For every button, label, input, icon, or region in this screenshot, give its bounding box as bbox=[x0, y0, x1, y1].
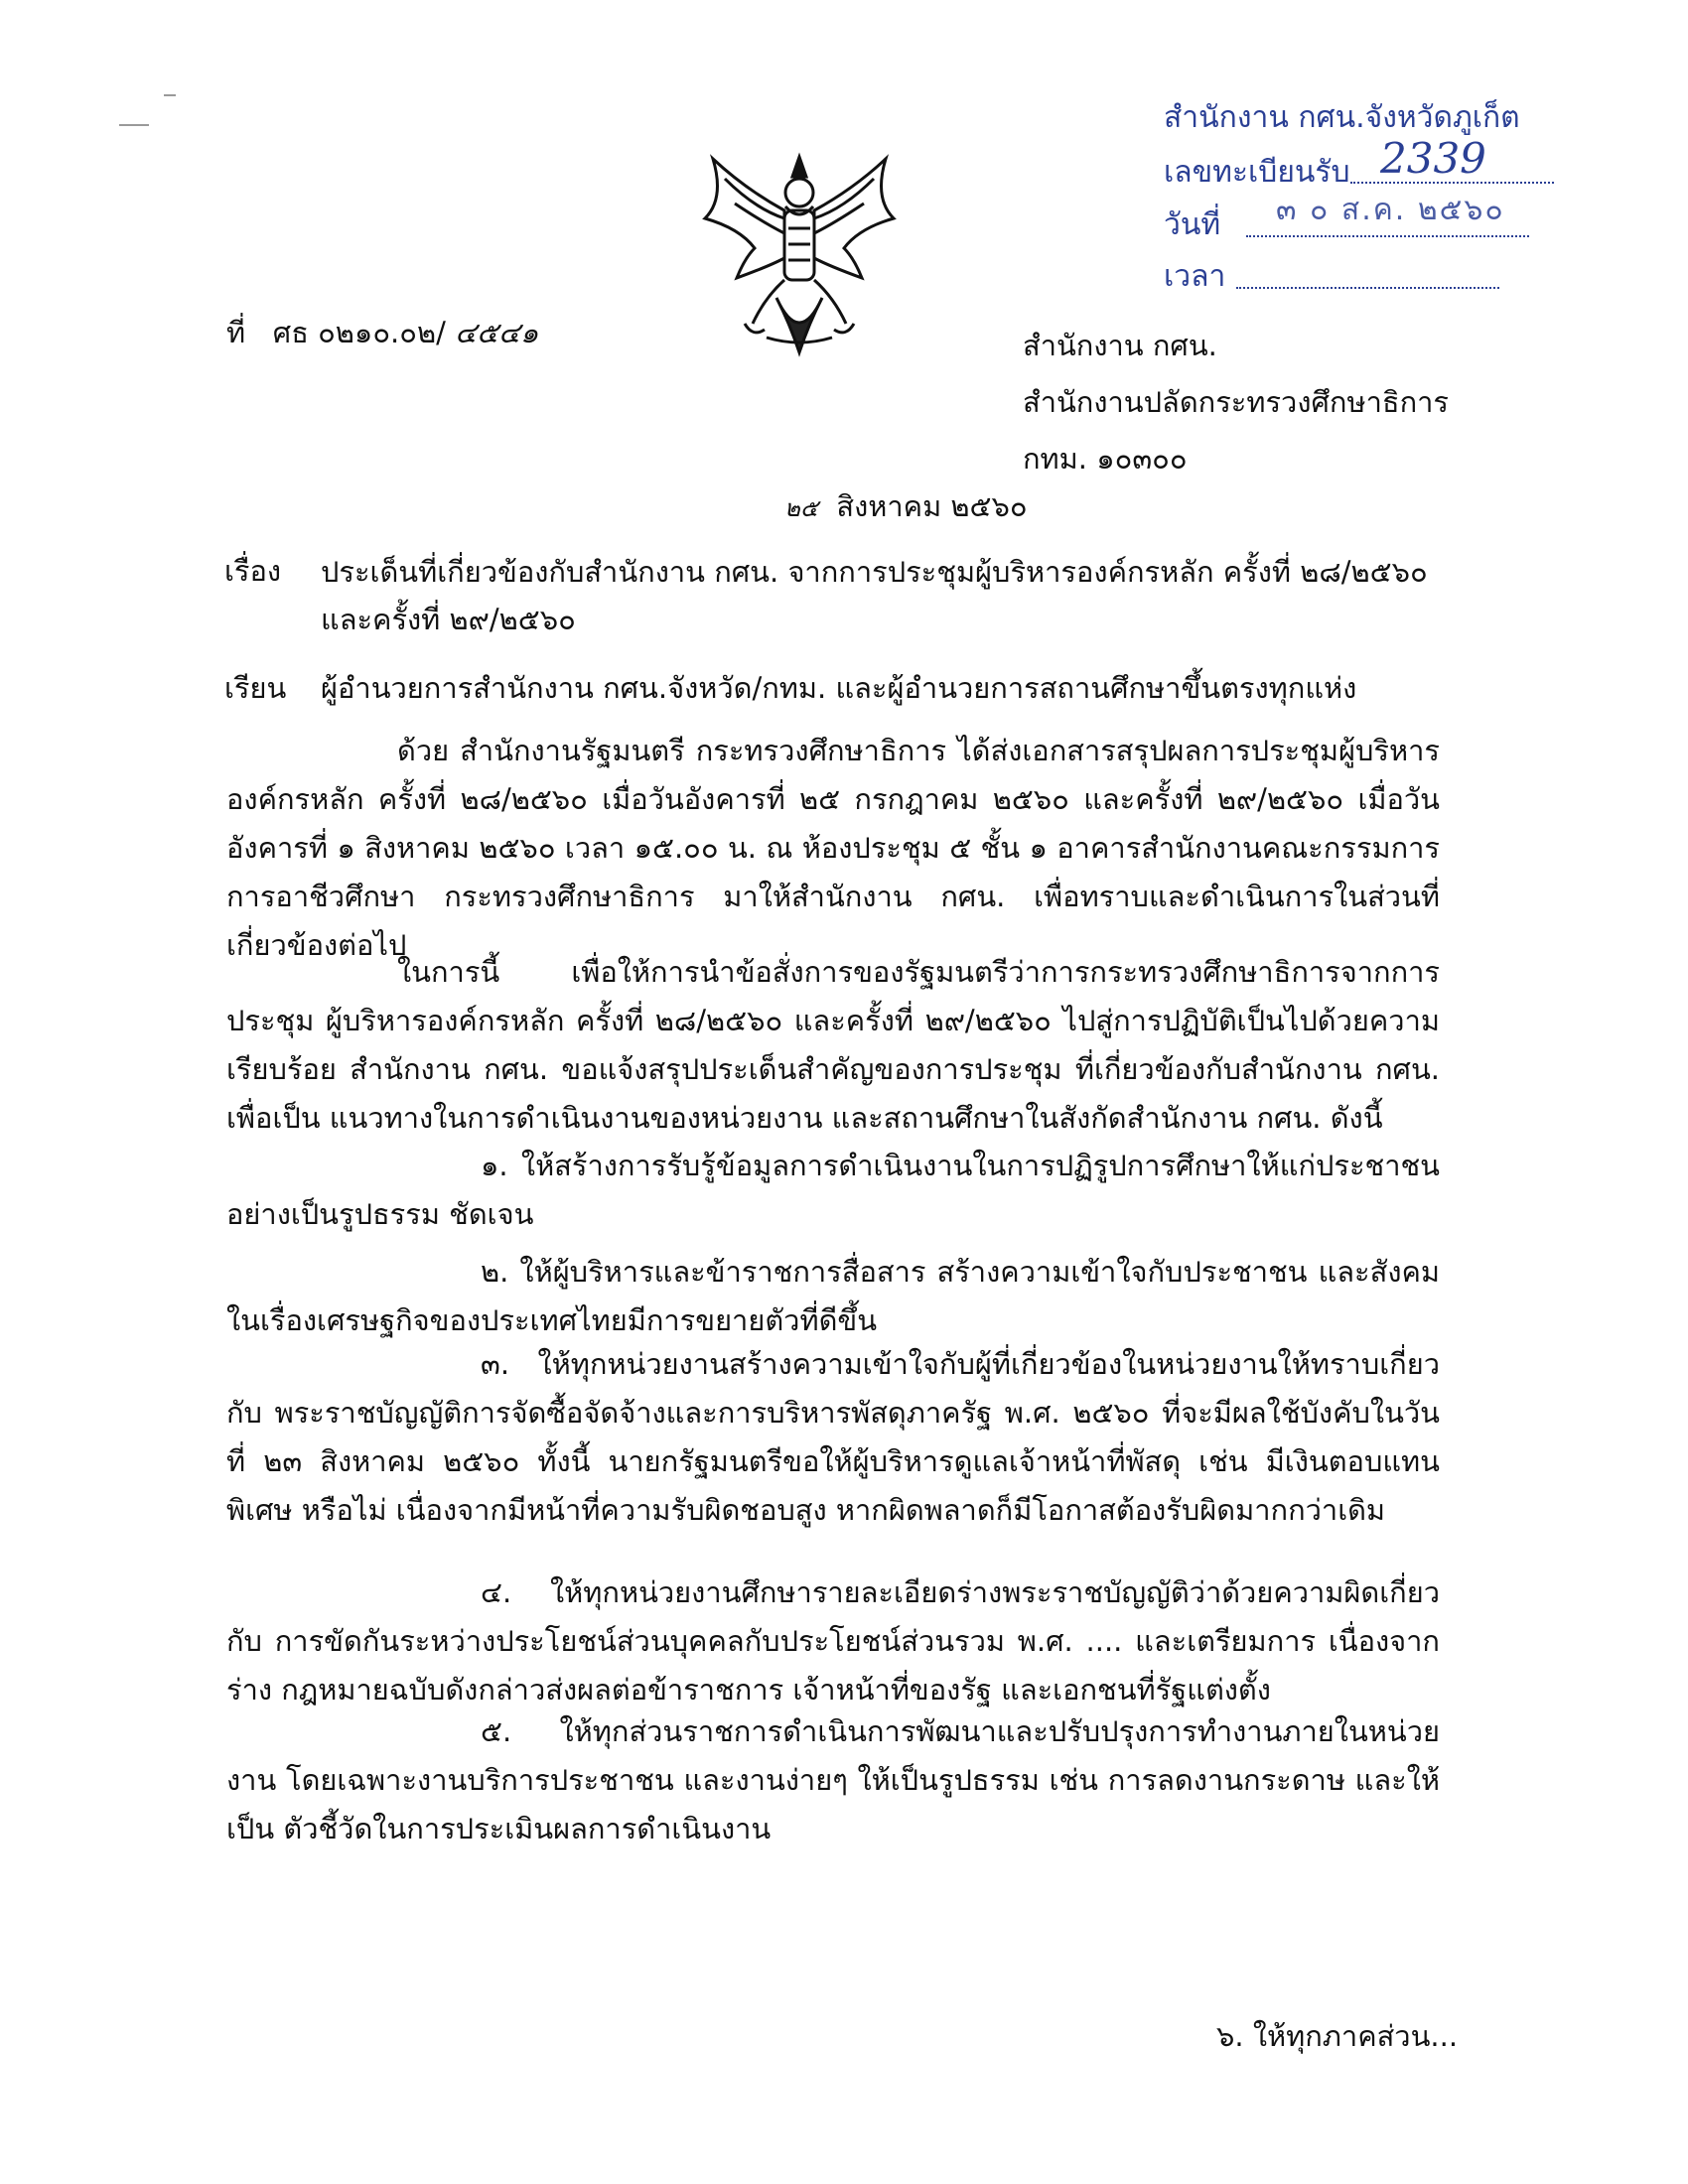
reference-number bbox=[226, 310, 538, 355]
to-text: ผู้อำนวยการสำนักงาน กศน.จังหวัด/กทม. และผู้อำนวยการสถานศึกษาขึ้นตรงทุกแห่ง bbox=[321, 671, 1357, 705]
body-paragraph-2: ในการนี้ เพื่อให้การนำข้อสั่งการของรัฐมนตรีว่าการกระทรวงศึกษาธิการจากการประชุม ผู้บริหารองค์กรหลัก ครั้งที่ ๒๘/๒๕๖๐ และครั้งที่ ๒๙/๒๕๖๐ ไปสู่การปฏิบัติเป็นไปด้วยความเรียบร้อย สำนักงาน กศน. ขอแจ้งสรุปประเด็นสำคัญของการประชุม ที่เกี่ยวข้องกับสำนักงาน กศน. เพื่อเป็น แนวทางในการดำเนินงานของหน่วยงาน และสถานศึกษาในสังกัดสำนักงาน กศน. ดังนี้ bbox=[226, 955, 1440, 1135]
ref-label: ที่ bbox=[226, 316, 246, 349]
list-item-1: ๑. ให้สร้างการรับรู้ข้อมูลการดำเนินงานในการปฏิรูปการศึกษาให้แก่ประชาชน อย่างเป็นรูปธรรม ชัดเจน bbox=[226, 1149, 1440, 1231]
body-paragraph-1: ด้วย สำนักงานรัฐมนตรี กระทรวงศึกษาธิการ ได้ส่งเอกสารสรุปผลการประชุมผู้บริหาร องค์กรหลัก ครั้งที่ ๒๘/๒๕๖๐ เมื่อวันอังคารที่ ๒๕ กรกฎาคม ๒๕๖๐ และครั้งที่ ๒๙/๒๕๖๐ เมื่อวันอังคารที่ ๑ สิงหาคม ๒๕๖๐ เวลา ๑๕.๐๐ น. ณ ห้องประชุม ๕ ชั้น ๑ อาคารสำนักงานคณะกรรมการการอาชีวศึกษา กระทรวงศึกษาธิการ มาให้สำนักงาน กศน. เพื่อทราบและดำเนินการในส่วนที่เกี่ยวข้องต่อไป bbox=[226, 734, 1440, 962]
sender-line: สำนักงาน กศน. bbox=[1023, 329, 1217, 362]
scan-speck bbox=[164, 94, 176, 96]
receiving-stamp bbox=[1142, 94, 1579, 298]
list-item-3: ๓. ให้ทุกหน่วยงานสร้างความเข้าใจกับผู้ที่เกี่ยวข้องในหน่วยงานให้ทราบเกี่ยวกับ พระราชบัญญัติการจัดซื้อจัดจ้างและการบริหารพัสดุภาครัฐ พ.ศ. ๒๕๖๐ ที่จะมีผลใช้บังคับในวันที่ ๒๓ สิงหาคม ๒๕๖๐ ทั้งนี้ นายกรัฐมนตรีขอให้ผู้บริหารดูแลเจ้าหน้าที่พัสดุ เช่น มีเงินตอบแทนพิเศษ หรือไม่ เนื่องจากมีหน้าที่ความรับผิดชอบสูง หากผิดพลาดก็มีโอกาสต้องรับผิดมากกว่าเดิม bbox=[226, 1347, 1440, 1527]
subject-label: เรื่อง bbox=[224, 554, 282, 588]
stamp-office: สำนักงาน กศน.จังหวัดภูเก็ต bbox=[1164, 100, 1520, 135]
date-day-handwritten: ๒๕ bbox=[784, 494, 818, 522]
garuda-emblem bbox=[685, 149, 914, 357]
sender-line: สำนักงานปลัดกระทรวงศึกษาธิการ bbox=[1023, 385, 1449, 419]
stamp-date-line bbox=[1246, 235, 1529, 237]
list-item-5: ๕. ให้ทุกส่วนราชการดำเนินการพัฒนาและปรับปรุงการทำงานภายในหน่วยงาน โดยเฉพาะงานบริการประชาชน และงานง่ายๆ ให้เป็นรูปธรรม เช่น การลดงานกระดาษ และให้เป็น ตัวชี้วัดในการประเมินผลการดำเนินงาน bbox=[226, 1714, 1440, 1845]
ref-no: ศธ ๐๒๑๐.๐๒/ bbox=[272, 316, 446, 349]
list-item-4: ๔. ให้ทุกหน่วยงานศึกษารายละเอียดร่างพระราชบัญญัติว่าด้วยความผิดเกี่ยวกับ การขัดกันระหว่างประโยชน์ส่วนบุคคลกับประโยชน์ส่วนรวม พ.ศ. .... และเตรียมการ เนื่องจากร่าง กฎหมายฉบับดังกล่าวส่งผลต่อข้าราชการ เจ้าหน้าที่ของรัฐ และเอกชนที่รัฐแต่งตั้ง bbox=[226, 1575, 1440, 1706]
stamp-time-label: เวลา bbox=[1164, 259, 1226, 294]
stamp-date-label: วันที่ bbox=[1164, 207, 1221, 242]
date-rest: สิงหาคม ๒๕๖๐ bbox=[836, 489, 1028, 523]
subject-text: ประเด็นที่เกี่ยวข้องกับสำนักงาน กศน. จากการประชุมผู้บริหารองค์กรหลัก ครั้งที่ ๒๘/๒๕๖๐ และครั้งที่ ๒๙/๒๕๖๐ bbox=[321, 555, 1428, 636]
stamp-date-value: ๓ ๐ ส.ค. ๒๕๖๐ bbox=[1276, 193, 1505, 227]
stamp-reg-no: 2339 bbox=[1380, 134, 1486, 183]
continuation-footer: ๖. ให้ทุกภาคส่วน... bbox=[1216, 2019, 1459, 2053]
list-item-2: ๒. ให้ผู้บริหารและข้าราชการสื่อสาร สร้างความเข้าใจกับประชาชน และสังคม ในเรื่องเศรษฐกิจของประเทศไทยมีการขยายตัวที่ดีขึ้น bbox=[226, 1255, 1440, 1337]
sender-line: กทม. ๑๐๓๐๐ bbox=[1023, 442, 1188, 476]
ref-handwritten: ๔๕๔๑ bbox=[455, 316, 539, 349]
stamp-time-line bbox=[1236, 287, 1499, 289]
sender-address bbox=[1023, 318, 1449, 487]
to-label: เรียน bbox=[224, 671, 287, 705]
stamp-reg-label: เลขทะเบียนรับ bbox=[1164, 155, 1350, 190]
letter-date bbox=[784, 483, 1028, 529]
scan-speck bbox=[119, 124, 149, 126]
